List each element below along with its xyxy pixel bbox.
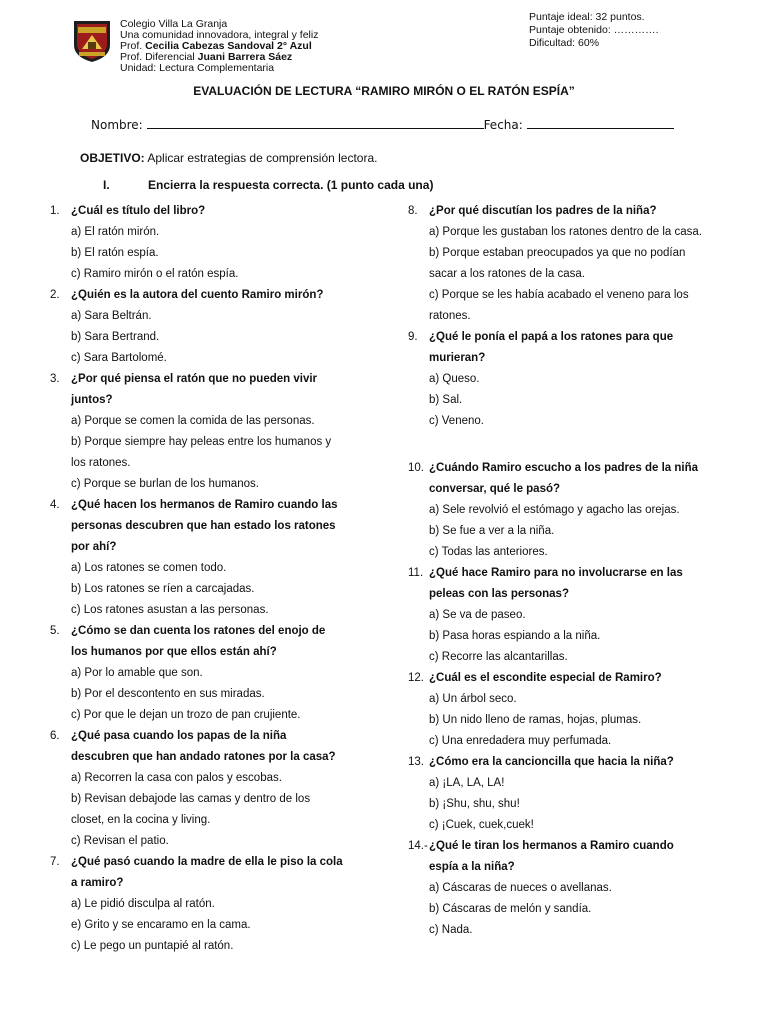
teacher-prefix: Prof. [120,40,143,52]
teacher-name: Cecilia Cabezas Sandoval 2° Azul [145,40,312,52]
school-name: Colegio Villa La Granja [120,18,228,30]
school-info [120,19,318,74]
answer-option[interactable]: e) Grito y se encaramo en la cama. [71,919,251,931]
question-number: 5. [50,625,60,637]
question-number: 11. [408,567,424,579]
answer-option-continued: closet, en la cocina y living. [71,814,211,826]
question-number: 9. [408,331,418,343]
objective [80,151,377,165]
answer-option[interactable]: c) Ramiro mirón o el ratón espía. [71,268,239,280]
question-block [408,752,728,836]
answer-option[interactable]: c) Porque se les había acabado el veneno para los [429,289,689,301]
question-line: ¿Por qué piensa el ratón que no pueden vivir [71,373,318,385]
answer-option[interactable]: c) Sara Bartolomé. [71,352,167,364]
spacer [408,432,728,458]
question-line: peleas con las personas? [429,588,569,600]
question-number: 1. [50,205,60,217]
question-text [50,726,370,747]
question-line: ¿Cuándo Ramiro escucho a los padres de la niña [429,462,699,474]
title-book: “RAMIRO MIRÓN O EL RATÓN ESPÍA” [355,84,575,98]
special-teacher-name: Juani Barrera Sáez [197,51,293,63]
question-block [50,201,370,285]
question-text [50,873,370,894]
answer-option[interactable]: a) Por lo amable que son. [71,667,203,679]
question-line: espía a la niña? [429,861,515,873]
answer-option[interactable]: a) Cáscaras de nueces o avellanas. [429,882,612,894]
answer-option[interactable]: a) Sele revolvió el estómago y agacho las orejas. [429,504,680,516]
question-text [408,563,728,584]
question-text [50,516,370,537]
questions-left-column [50,201,370,957]
question-line: ¿Cuál es el escondite especial de Ramiro? [429,672,662,684]
answer-option[interactable]: a) Porque les gustaban los ratones dentro de la casa. [429,226,702,238]
question-line: personas descubren que han estado los ratones [71,520,336,532]
question-block [50,621,370,726]
question-line: ¿Qué pasó cuando la madre de ella le piso la cola [71,856,343,868]
answer-option[interactable]: b) Porque siempre hay peleas entre los humanos y [71,436,332,448]
answer-option[interactable]: b) Sal. [429,394,463,406]
question-text [50,495,370,516]
question-line: ¿Por qué discutían los padres de la niña? [429,205,657,217]
answer-option[interactable]: c) Los ratones asustan a las personas. [71,604,269,616]
question-number: 14.- [408,840,428,852]
answer-option[interactable]: c) ¡Cuek, cuek,cuek! [429,819,534,831]
name-field[interactable] [147,117,484,129]
question-number: 6. [50,730,60,742]
name-label: Nombre: [91,118,143,132]
question-text [50,390,370,411]
question-line: ¿Cómo era la cancioncilla que hacia la niña? [429,756,674,768]
question-number: 8. [408,205,418,217]
question-text [50,369,370,390]
answer-option[interactable]: c) Por que le dejan un trozo de pan crujiente. [71,709,301,721]
question-line: conversar, qué le pasó? [429,483,561,495]
unit-line: Unidad: Lectura Complementaria [120,62,275,74]
answer-option[interactable]: a) Un árbol seco. [429,693,517,705]
answer-option[interactable]: b) Sara Bertrand. [71,331,160,343]
answer-option[interactable]: b) Revisan debajode las camas y dentro de los [71,793,311,805]
answer-option[interactable]: b) El ratón espía. [71,247,159,259]
date-label: Fecha: [483,118,523,132]
objective-text: Aplicar estrategias de comprensión lectora. [144,151,378,165]
question-text [408,857,728,878]
date-field[interactable] [527,117,674,129]
answer-option[interactable]: a) Sara Beltrán. [71,310,152,322]
answer-option[interactable]: b) Porque estaban preocupados ya que no podían [429,247,686,259]
question-line: descubren que han andado ratones por la casa? [71,751,336,763]
question-number: 2. [50,289,60,301]
questions-right-column [408,201,728,941]
obtained-score: Puntaje obtenido: …………. [529,24,659,36]
question-text [50,537,370,558]
answer-option[interactable]: b) Por el descontento en sus miradas. [71,688,265,700]
question-line: a ramiro? [71,877,124,889]
answer-option[interactable]: a) Recorren la casa con palos y escobas. [71,772,282,784]
answer-option[interactable]: a) Porque se comen la comida de las personas. [71,415,315,427]
difficulty: Dificultad: 60% [529,37,600,49]
question-block [50,369,370,495]
question-number: 12. [408,672,424,684]
question-number: 3. [50,373,60,385]
answer-option[interactable]: c) Una enredadera muy perfumada. [429,735,612,747]
question-line: los humanos por que ellos están ahí? [71,646,277,658]
question-text [50,747,370,768]
answer-option[interactable]: a) Queso. [429,373,480,385]
answer-option-continued: los ratones. [71,457,131,469]
page-title [0,84,768,98]
answer-option[interactable]: a) El ratón mirón. [71,226,160,238]
question-text [408,836,728,857]
score-box [529,11,659,50]
question-line: murieran? [429,352,486,364]
question-number: 10. [408,462,424,474]
answer-option[interactable]: a) Se va de paseo. [429,609,526,621]
answer-option[interactable]: c) Nada. [429,924,473,936]
question-line: ¿Qué le tiran los hermanos a Ramiro cuando [429,840,674,852]
question-block [408,201,728,327]
ideal-score: Puntaje ideal: 32 puntos. [529,11,645,23]
question-block [408,458,728,563]
question-text [408,201,728,222]
question-block [408,668,728,752]
question-number: 13. [408,756,424,768]
answer-option[interactable]: b) Los ratones se ríen a carcajadas. [71,583,255,595]
question-block [50,285,370,369]
question-line: ¿Qué hace Ramiro para no involucrarse en las [429,567,683,579]
question-line: juntos? [71,394,113,406]
answer-option[interactable]: a) Los ratones se comen todo. [71,562,227,574]
title-prefix: EVALUACIÓN DE LECTURA [193,84,356,98]
answer-option[interactable]: c) Recorre las alcantarillas. [429,651,568,663]
question-number: 4. [50,499,60,511]
question-text [408,458,728,479]
question-text [50,621,370,642]
section-number: I. [103,178,110,192]
answer-option[interactable]: c) Le pego un puntapié al ratón. [71,940,234,952]
question-block [50,852,370,957]
special-teacher-prefix: Prof. Diferencial [120,51,195,63]
question-block [408,327,728,432]
question-line: por ahí? [71,541,117,553]
answer-option[interactable]: b) Un nido lleno de ramas, hojas, plumas. [429,714,642,726]
answer-option-continued: ratones. [429,310,471,322]
question-line: ¿Cómo se dan cuenta los ratones del enojo de [71,625,326,637]
question-text [408,479,728,500]
question-text [50,852,370,873]
question-text [50,285,370,306]
question-block [408,563,728,668]
answer-option[interactable]: a) Le pidió disculpa al ratón. [71,898,215,910]
question-line: ¿Qué le ponía el papá a los ratones para que [429,331,674,343]
objective-label: OBJETIVO: [80,151,145,165]
question-number: 7. [50,856,60,868]
question-block [50,495,370,621]
school-motto: Una comunidad innovadora, integral y feliz [120,29,319,41]
answer-option-continued: sacar a los ratones de la casa. [429,268,585,280]
question-text [408,327,728,348]
section-heading [103,178,433,192]
answer-option[interactable]: c) Veneno. [429,415,484,427]
question-line: ¿Quién es la autora del cuento Ramiro mirón? [71,289,324,301]
answer-option[interactable]: c) Todas las anteriores. [429,546,548,558]
question-text [408,348,728,369]
question-block [408,836,728,941]
answer-option[interactable]: c) Porque se burlan de los humanos. [71,478,259,490]
answer-option[interactable]: b) Pasa horas espiando a la niña. [429,630,601,642]
answer-option[interactable]: c) Revisan el patio. [71,835,169,847]
question-text [50,201,370,222]
question-line: ¿Qué pasa cuando los papas de la niña [71,730,287,742]
question-block [50,726,370,852]
answer-option[interactable]: b) Se fue a ver a la niña. [429,525,555,537]
question-text [408,752,728,773]
school-crest-icon [72,19,112,63]
answer-option[interactable]: a) ¡LA, LA, LA! [429,777,505,789]
answer-option[interactable]: b) ¡Shu, shu, shu! [429,798,520,810]
question-line: ¿Cuál es título del libro? [71,205,206,217]
question-line: ¿Qué hacen los hermanos de Ramiro cuando las [71,499,338,511]
answer-option[interactable]: b) Cáscaras de melón y sandía. [429,903,592,915]
question-text [408,668,728,689]
question-text [408,584,728,605]
question-text [50,642,370,663]
student-info-line [91,117,674,132]
section-title: Encierra la respuesta correcta. (1 punto cada una) [148,178,434,192]
